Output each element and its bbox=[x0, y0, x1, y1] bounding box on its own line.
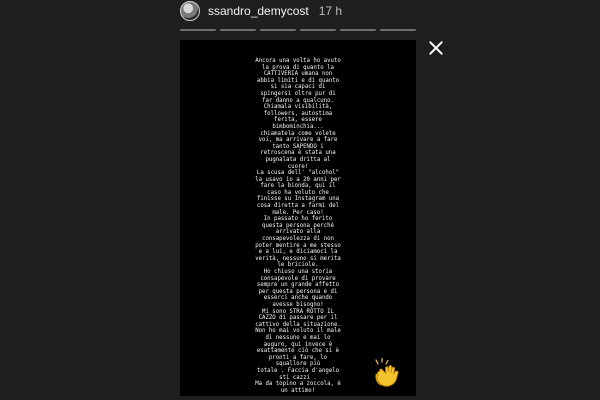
progress-segment bbox=[340, 29, 376, 31]
progress-segment bbox=[300, 29, 336, 31]
username[interactable]: ssandro_demycost bbox=[208, 4, 309, 18]
clapping-hands-icon bbox=[372, 358, 400, 388]
progress-segment bbox=[180, 29, 216, 31]
progress-segment bbox=[380, 29, 416, 31]
timestamp: 17 h bbox=[318, 4, 343, 18]
story-header bbox=[180, 0, 416, 22]
avatar[interactable] bbox=[180, 1, 200, 21]
story-text: Ancora una volta ho avuto la prova di quanto la CATTIVERIA umana non abbia limiti e di quanto si sia capaci di spingersi oltre pur di far danno a qualcuno. Chiamala visibilità, followers, autostima ferita, essere bimbominchia... chiamatela come volete voi, ma arrivare a fare tanto SAPENDO i retroscena è stata una pugnalata dritta al cuore! La scusa dell' "alcohol" la usavo io a 20 anni per fare la bionda, qui il caso ha voluto che finisse su Instagram una cosa diretta a farmi del male. Per caso! In passato ho ferito questa persona perché arrivato alla consapevolezza di non poter mentire a me stesso e a lui, e diciamoci la verità, nessuno si merita le briciole. Ho chiuso una storia consapevole di provare sempre un grande affetto per questa persona e di esserci anche quando avesse bisogno! Mi sono STRA ROTTO IL CAZZO di passare per il cattivo della situazione. Non ho mai voluto il male di nessuno e mai lo auguro, qui invece è esattamente ciò che si è pronti a fare, lo squallore più totale . Faccia d'angelo sti cazzi . Ma da topino a zoccola, è un attimo! bbox=[255, 58, 341, 394]
progress-segment bbox=[260, 29, 296, 31]
progress-segment bbox=[220, 29, 256, 31]
story-content[interactable] bbox=[180, 40, 416, 396]
story-progress-bars bbox=[180, 29, 416, 32]
close-icon[interactable] bbox=[428, 40, 444, 56]
